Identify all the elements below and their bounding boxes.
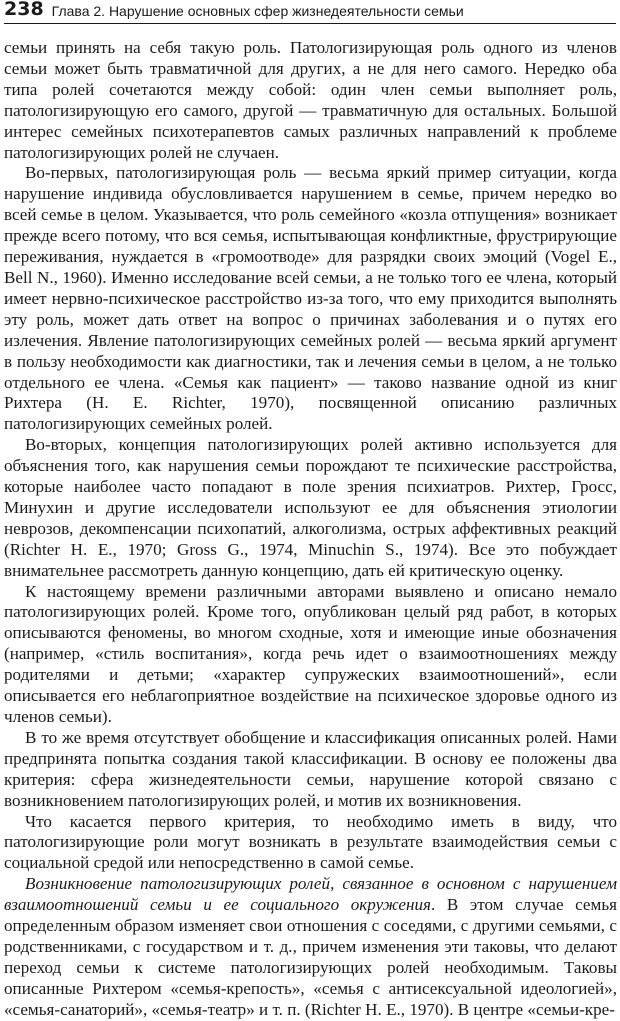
- page-number: 238: [4, 0, 44, 20]
- body-text: [4, 38, 617, 1021]
- running-head: [4, 0, 616, 24]
- paragraph-classification: В то же время отсутствует обобщение и классификация описанных ролей. Нами предпринята попытка создания такой классификации. В основу ее положены два критерия: сфера жизнедеятельности семьи, нарушение которой связано с возникновением патологизирующих ролей, и мотив их возникновения.: [4, 727, 617, 810]
- chapter-title: Глава 2. Нарушение основных сфер жизнедеятельности семьи: [51, 3, 464, 19]
- paragraph-social-text: . В этом случае семья определенным образом изменяет свои отношения с соседями, с другими семьями, с родственниками, с государством и т. д., причем изменения эти таковы, что делают переход семьи к системе патологизирующих ролей необходимым. Таковы описанные Рихтером «семья-крепость», «семья с антисексуальной идеологией», «семья-санаторий», «семья-театр» и т. п. (Richter H. E., 1970). В центре «семьи-кре-: [4, 895, 617, 1019]
- paragraph-secondly: Во-вторых, концепция патологизирующих ролей активно используется для объяснения того, как нарушения семьи порождают те психические расстройства, которые наиболее часто попадают в поле зрения психиатров. Рихтер, Гросс, Минухин и другие исследователи используют ее для объяснения этиологии неврозов, декомпенсации психопатий, алкоголизма, острых аффективных реакций (Richter H. E., 1970; Gross G., 1974, Minuchin S., 1974). Все это побуждает внимательнее рассмотреть данную концепцию, дать ей критическую оценку.: [4, 435, 617, 580]
- paragraph-firstly: Во-первых, патологизирующая роль — весьма яркий пример ситуации, когда нарушение индивида обусловливается нарушением в семье, причем нередко во всей семье в целом. Указывается, что роль семейного «козла отпущения» возникает прежде всего потому, что вся семья, испытывающая конфликтные, фрустрирующие переживания, нуждается в «громоотводе» для разрядки своих эмоций (Vogel E., Bell N., 1960). Именно исследование всей семьи, а не только того ее члена, который имеет нервно-психическое расстройство из-за того, что ему приходится выполнять эту роль, может дать ответ на вопрос о причинах заболевания и о путях его излечения. Явление патологизирующих семейных ролей — весьма яркий аргумент в пользу необходимости как диагностики, так и лечения семьи в целом, а не только отдельного ее члена. «Семья как пациент» — таково название одной из книг Рихтера (H. E. Richter, 1970), посвященной описанию различных патологизирующих семейных ролей.: [4, 163, 617, 434]
- italic-lead: Возникновение патологизирующих ролей, связанное в основном с нарушением взаимоотношений семьи и ее социального окружения: [4, 874, 617, 915]
- paragraph-roles-described: К настоящему времени различными авторами выявлено и описано немало патологизирующих ролей. Кроме того, опубликован целый ряд работ, в которых описываются феномены, во многом сходные, хотя и имеющие иные обозначения (например, «стиль воспитания», когда речь идет о взаимоотношениях между родителями и детьми; «характер супружеских взаимоотношений», если описывается его неблагоприятное воздействие на психическое здоровье одного из членов семьи).: [4, 581, 617, 726]
- paragraph-first-criterion: Что касается первого критерия, то необходимо иметь в виду, что патологизирующие роли могут возникать в результате взаимодействия семьи с социальной средой или непосредственно в самой семье.: [4, 811, 617, 873]
- paragraph-continued: семьи принять на себя такую роль. Патологизирующая роль одного из членов семьи может быть травматичной для других, а не для него самого. Нередко оба типа ролей сочетаются между собой: один член семьи выполняет роль, патологизирующую его самого, другой — травматичную для остальных. Большой интерес семейных психотерапевтов самых различных направлений к проблеме патологизирующих ролей не случаен.: [4, 38, 617, 162]
- paragraph-social-environment: [4, 874, 617, 1020]
